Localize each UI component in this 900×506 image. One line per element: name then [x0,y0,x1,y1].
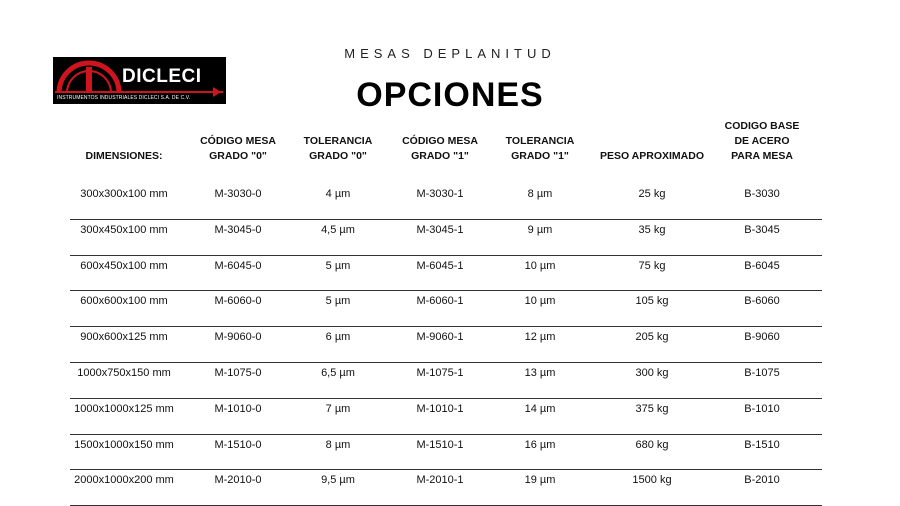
column-header-tolerance-grade-1 [490,134,590,164]
table-cell-steel-base-code: B-3045 [744,223,780,236]
table-cell-approx-weight: 375 kg [635,402,669,415]
table-cell-code-grade-0: M-3045-0 [214,223,262,236]
table-row [70,363,822,399]
column-header-dimensions [70,149,178,164]
table-cell-steel-base-code: B-9060 [744,331,780,344]
table-cell-code-grade-0: M-9060-0 [214,331,262,344]
options-table [70,118,822,487]
table-row [70,327,822,363]
column-header-line: PARA MESA [731,150,793,162]
logo-company-subtitle: INSTRUMENTOS INDUSTRIALES DICLECI S.A. DE C.V. [57,95,191,101]
table-cell-code-grade-1: M-6060-1 [416,295,464,308]
table-cell-tolerance-grade-1: 19 µm [524,474,556,487]
table-body [70,184,822,506]
table-cell-tolerance-grade-1: 8 µm [527,188,553,200]
table-cell-dimensions: 900x600x125 mm [80,331,168,344]
column-header-approx-weight [592,149,712,164]
table-cell-tolerance-grade-1: 16 µm [524,438,556,451]
column-header-steel-base-code [712,119,812,164]
table-cell-code-grade-0: M-2010-0 [214,474,262,487]
table-cell-approx-weight: 75 kg [638,259,666,272]
table-cell-code-grade-1: M-3045-1 [416,223,464,236]
table-cell-approx-weight: 300 kg [635,366,669,379]
table-cell-tolerance-grade-1: 14 µm [524,402,556,415]
column-header-line: DE ACERO [734,135,790,147]
column-header-line: TOLERANCIA [505,135,575,147]
table-cell-approx-weight: 105 kg [635,295,669,308]
table-cell-code-grade-1: M-1510-1 [416,438,464,451]
table-header-row [70,118,822,166]
table-cell-tolerance-grade-0: 5 µm [325,259,351,272]
table-cell-tolerance-grade-0: 6,5 µm [321,366,355,379]
table-row [70,399,822,435]
column-header-line: GRADO "0" [309,150,367,162]
column-header-line: GRADO "1" [511,150,569,162]
table-cell-dimensions: 300x450x100 mm [80,223,168,236]
table-cell-code-grade-1: M-9060-1 [416,331,464,344]
table-cell-code-grade-0: M-1075-0 [214,366,262,379]
column-header-tolerance-grade-0 [288,134,388,164]
table-cell-code-grade-1: M-2010-1 [416,474,464,487]
table-cell-tolerance-grade-1: 9 µm [527,223,553,236]
table-cell-steel-base-code: B-6060 [744,295,780,308]
table-row [70,220,822,256]
table-cell-tolerance-grade-0: 8 µm [325,438,351,451]
table-cell-tolerance-grade-0: 4,5 µm [321,223,355,236]
page-title: OPCIONES [356,76,544,114]
column-header-code-grade-0 [188,134,288,164]
column-header-line: GRADO "1" [411,150,469,162]
column-header-line: CÓDIGO MESA [200,135,276,147]
table-cell-code-grade-1: M-6045-1 [416,259,464,272]
table-cell-tolerance-grade-0: 6 µm [325,331,351,344]
table-cell-tolerance-grade-1: 10 µm [524,295,556,308]
table-cell-steel-base-code: B-1075 [744,366,780,379]
table-cell-dimensions: 600x600x100 mm [80,295,168,308]
table-cell-tolerance-grade-0: 5 µm [325,295,351,308]
table-row [70,184,822,220]
table-cell-tolerance-grade-0: 4 µm [325,188,351,200]
table-row [70,256,822,292]
column-header-code-grade-1 [390,134,490,164]
table-row [70,470,822,506]
table-cell-dimensions: 1000x750x150 mm [77,366,171,379]
table-cell-code-grade-1: M-3030-1 [416,188,464,200]
table-cell-code-grade-0: M-3030-0 [214,188,262,200]
table-cell-dimensions: 2000x1000x200 mm [74,474,174,487]
table-cell-code-grade-0: M-6060-0 [214,295,262,308]
table-row [70,291,822,327]
table-cell-steel-base-code: B-6045 [744,259,780,272]
table-cell-approx-weight: 1500 kg [632,474,672,487]
table-cell-code-grade-1: M-1010-1 [416,402,464,415]
table-cell-approx-weight: 35 kg [638,223,666,236]
table-cell-approx-weight: 25 kg [638,188,666,200]
column-header-line: CÓDIGO MESA [402,135,478,147]
table-cell-approx-weight: 205 kg [635,331,669,344]
table-cell-dimensions: 600x450x100 mm [80,259,168,272]
logo-brand-name: DICLECI [122,66,202,87]
table-cell-steel-base-code: B-1510 [744,438,780,451]
column-header-line: CODIGO BASE [724,120,800,132]
page-subtitle: MESAS DEPLANITUD [344,46,556,61]
table-cell-steel-base-code: B-1010 [744,402,780,415]
column-header-line: DIMENSIONES: [85,150,163,162]
table-cell-dimensions: 1000x1000x125 mm [74,402,174,415]
table-cell-code-grade-0: M-6045-0 [214,259,262,272]
table-cell-code-grade-0: M-1510-0 [214,438,262,451]
table-cell-tolerance-grade-1: 13 µm [524,366,556,379]
table-row [70,435,822,471]
table-cell-tolerance-grade-1: 12 µm [524,331,556,344]
table-cell-steel-base-code: B-3030 [744,188,780,200]
column-header-line: TOLERANCIA [303,135,373,147]
table-cell-steel-base-code: B-2010 [744,474,780,487]
table-cell-code-grade-0: M-1010-0 [214,402,262,415]
table-cell-tolerance-grade-0: 9,5 µm [321,474,355,487]
table-cell-code-grade-1: M-1075-1 [416,366,464,379]
table-cell-dimensions: 1500x1000x150 mm [74,438,174,451]
table-cell-approx-weight: 680 kg [635,438,669,451]
column-header-line: PESO APROXIMADO [599,150,705,162]
table-cell-tolerance-grade-0: 7 µm [325,402,351,415]
table-cell-tolerance-grade-1: 10 µm [524,259,556,272]
column-header-line: GRADO "0" [209,150,267,162]
table-cell-dimensions: 300x300x100 mm [80,188,168,200]
